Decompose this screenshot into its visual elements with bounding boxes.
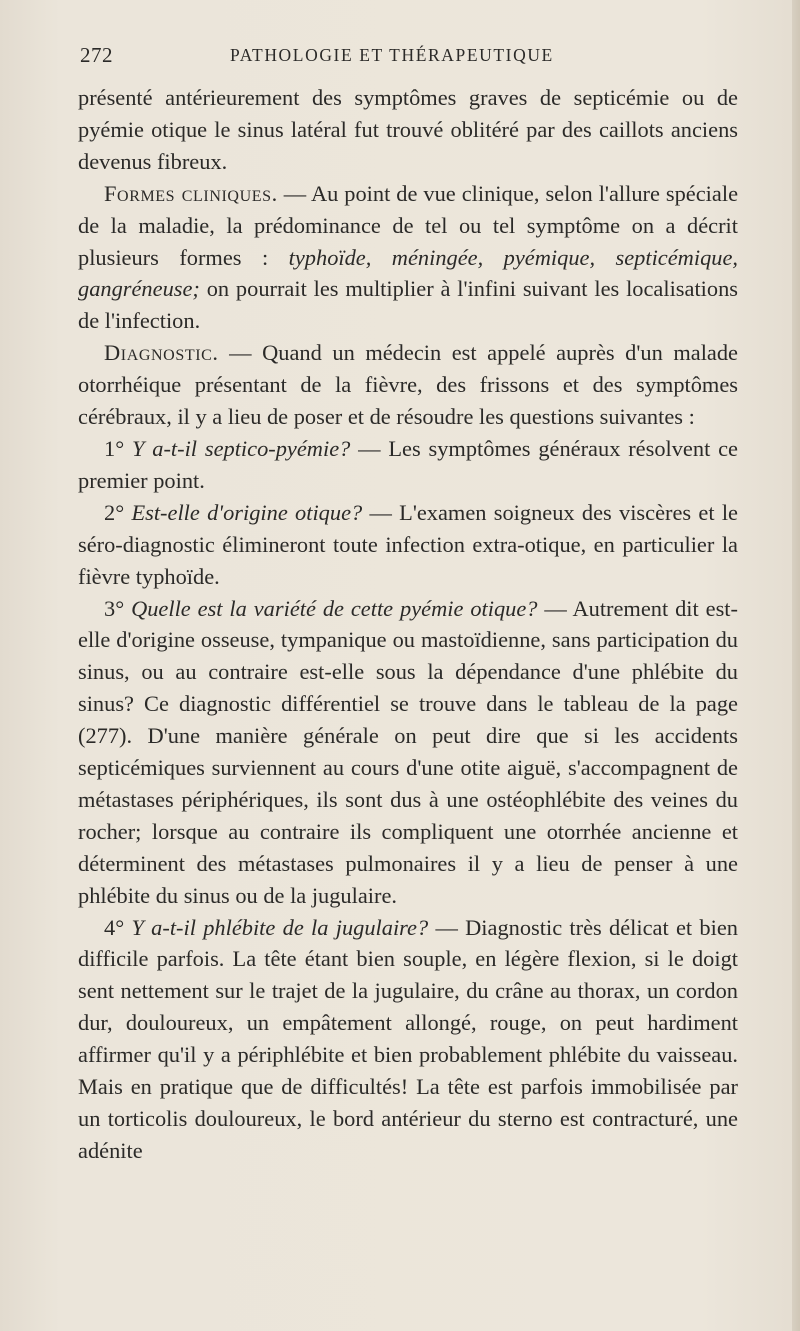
question-number: 3° [104,595,125,621]
paragraph-text: — Quand un médecin est appelé auprès d'un malade otorrhéique présentant de la fièvre, des frissons et des symptômes cérébraux, il y a lieu de poser et de résoudre les questions suivantes : [78,340,738,430]
paragraph-lead: — Au point de vue clinique, selon l'allure spéciale de la maladie, la prédominance de tel ou tel symptôme on a décrit plusieurs formes : [78,180,739,270]
running-title: PATHOLOGIE ET THÉRAPEUTIQUE [230,45,554,65]
question-number: 2° [104,499,125,525]
question-answer: — Diagnostic très délicat et bien difficile parfois. La tête étant bien souple, en légère flexion, si le doigt sent nettement sur le trajet de la jugulaire, du crâne au thorax, un cordon dur, douloureux, un empâtement allongé, rouge, on peut hardiment affirmer qu'il y a périphlébite et bien probablement phlébite du vaisseau. Mais en pratique que de difficultés! La tête est parfois immobilisée par un torticolis douloureux, le bord antérieur du sterno est contracturé, une adénite [78,914,738,1163]
question-answer: — L'examen soigneux des viscères et le séro-diagnostic élimineront toute infection extra-otique, en particulier la fièvre typhoïde. [78,499,738,589]
question-item-1 [78,433,738,497]
page-number: 272 [80,43,113,67]
paragraph-text: présenté antérieurement des symptômes graves de septicémie ou de pyémie otique le sinus latéral fut trouvé oblitéré par des caillots anciens devenus fibreux. [78,85,738,174]
question-title: Quelle est la variété de cette pyémie otique? [131,595,538,621]
question-number: 4° [104,914,125,940]
paragraph-formes-cliniques [78,178,738,338]
paragraph-diagnostic [78,337,738,433]
paragraph-continuation [78,82,738,178]
question-item-4 [78,912,738,1167]
question-answer: — Les symptômes généraux résolvent ce premier point. [78,435,738,493]
section-heading-formes: Formes cliniques. [104,180,278,206]
question-item-2 [78,497,738,593]
question-title: Y a-t-il phlébite de la jugulaire? [131,914,429,940]
forms-list: typhoïde, méningée, pyémique, septicémique, gangréneuse; [78,244,738,302]
page-header [80,43,736,73]
question-title: Y a-t-il septico-pyémie? [131,435,351,461]
question-title: Est-elle d'origine otique? [131,499,363,525]
paragraph-tail: on pourrait les multiplier à l'infini suivant les localisations de l'infection. [78,276,738,334]
question-number: 1° [104,435,125,461]
question-answer: — Autrement dit est-elle d'origine osseuse, tympanique ou mastoïdienne, sans participation du sinus, ou au contraire est-elle sous la dépendance d'une phlébite du sinus? Ce diagnostic différentiel se trouve dans le tableau de la page (277). D'une manière générale on peut dire que si les accidents septicémiques surviennent au cours d'une otite aiguë, s'accompagnent de métastases périphériques, ils sont dus à une ostéophlébite des veines du rocher; lorsque au contraire ils compliquent une otorrhée ancienne et déterminent des métastases pulmonaires il y a lieu de penser à une phlébite du sinus ou de la jugulaire. [78,595,738,908]
question-item-3 [78,593,738,912]
page-edge-shadow [792,0,800,1331]
section-heading-diagnostic: Diagnostic. [104,340,219,366]
body-text [78,82,738,1167]
